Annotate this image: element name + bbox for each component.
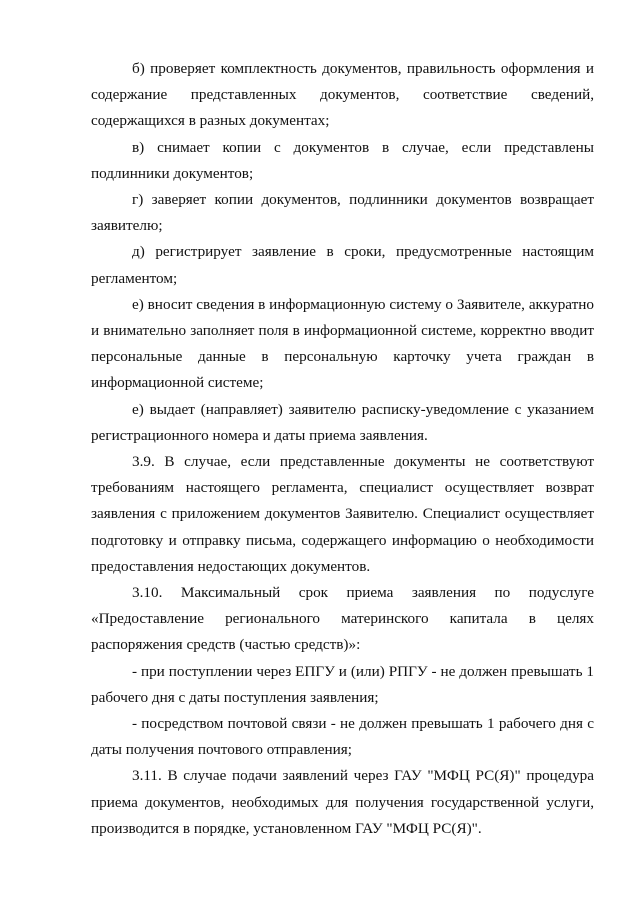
paragraph-section-3-10: 3.10. Максимальный срок приема заявления по подуслуге «Предоставление регионального материнского капитала в целях распоряжения средств (частью средств)»:	[91, 584, 594, 654]
paragraph-bullet-post: - посредством почтовой связи - не должен превышать 1 рабочего дня с даты получения почтового отправления;	[91, 715, 594, 759]
paragraph-item-g: г) заверяет копии документов, подлинники документов возвращает заявителю;	[91, 191, 594, 235]
paragraph-section-3-9: 3.9. В случае, если представленные документы не соответствуют требованиям настоящего регламента, специалист осуществляет возврат заявления с приложением документов Заявителю. Специалист осуществляет подготовку и отправку письма, содержащего информацию о необходимости предоставления недостающих документов.	[91, 453, 594, 575]
paragraph-item-b: б) проверяет комплектность документов, правильность оформления и содержание представленных документов, соответствие сведений, содержащихся в разных документах;	[91, 60, 594, 130]
paragraph-bullet-epgu: - при поступлении через ЕПГУ и (или) РПГУ - не должен превышать 1 рабочего дня с даты поступления заявления;	[91, 662, 594, 706]
document-body	[91, 56, 594, 842]
paragraph-item-e-1: е) вносит сведения в информационную систему о Заявителе, аккуратно и внимательно заполняет поля в информационной системе, корректно вводит персональные данные в персональную карточку учета граждан в информационной системе;	[91, 295, 594, 392]
paragraph-item-e-2: е) выдает (направляет) заявителю расписку-уведомление с указанием регистрационного номера и даты приема заявления.	[91, 400, 594, 444]
paragraph-section-3-11: 3.11. В случае подачи заявлений через ГАУ "МФЦ РС(Я)" процедура приема документов, необходимых для получения государственной услуги, производится в порядке, установленном ГАУ "МФЦ РС(Я)".	[91, 767, 594, 837]
paragraph-item-d: д) регистрирует заявление в сроки, предусмотренные настоящим регламентом;	[91, 243, 594, 287]
paragraph-item-v: в) снимает копии с документов в случае, если представлены подлинники документов;	[91, 138, 594, 182]
